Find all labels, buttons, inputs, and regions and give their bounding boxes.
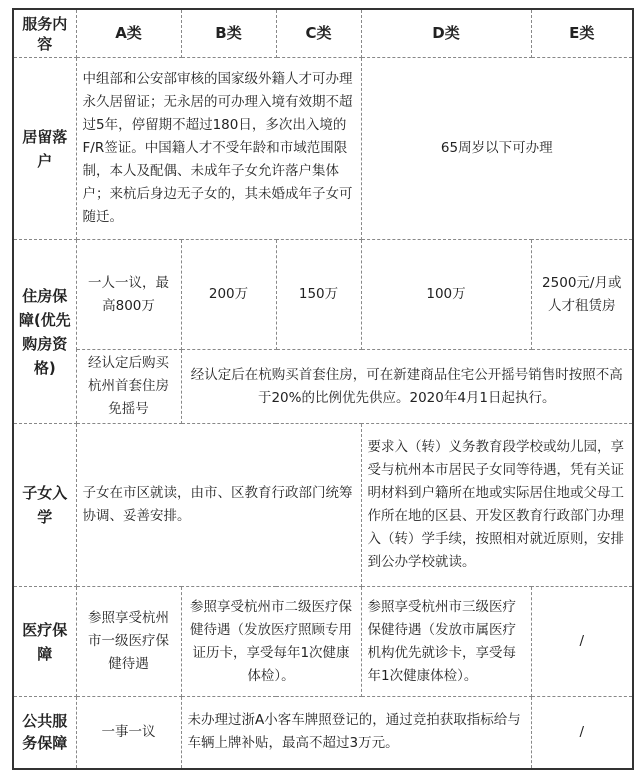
cell-housing-c: 150万 xyxy=(276,240,361,350)
cell-housing-b: 200万 xyxy=(181,240,276,350)
cell-housing-a2: 经认定后购买杭州首套住房免摇号 xyxy=(76,350,181,424)
cell-medical-bc: 参照享受杭州市二级医疗保健待遇（发放医疗照顾专用证历卡，享受每年1次健康体检）。 xyxy=(181,587,361,697)
cell-housing-d: 100万 xyxy=(361,240,531,350)
header-row xyxy=(13,9,633,58)
talent-policy-table xyxy=(12,8,634,770)
cell-housing-bcde2: 经认定后在杭购买首套住房，可在新建商品住宅公开摇号销售时按照不高于20%的比例优先供应。2020年4月1日起执行。 xyxy=(181,350,633,424)
header-d: D类 xyxy=(361,9,531,58)
header-service: 服务内容 xyxy=(13,9,76,58)
row-housing-2 xyxy=(13,350,633,424)
row-residence xyxy=(13,58,633,240)
row-label: 医疗保障 xyxy=(13,587,76,697)
row-public xyxy=(13,697,633,769)
header-a: A类 xyxy=(76,9,181,58)
row-label: 公共服务保障 xyxy=(13,697,76,769)
header-c: C类 xyxy=(276,9,361,58)
cell-medical-e: / xyxy=(531,587,633,697)
row-medical xyxy=(13,587,633,697)
row-education xyxy=(13,424,633,587)
header-b: B类 xyxy=(181,9,276,58)
cell-housing-e: 2500元/月或人才租赁房 xyxy=(531,240,633,350)
cell-education-abc: 子女在市区就读，由市、区教育行政部门统筹协调、妥善安排。 xyxy=(76,424,361,587)
row-housing xyxy=(13,240,633,350)
cell-medical-a: 参照享受杭州市一级医疗保健待遇 xyxy=(76,587,181,697)
cell-education-de: 要求入（转）义务教育段学校或幼儿园，享受与杭州本市居民子女同等待遇，凭有关证明材料到户籍所在地或实际居住地或父母工作所在地的区县、开发区教育行政部门办理入（转）学手续，按照相对就近原则，安排到公办学校就读。 xyxy=(361,424,633,587)
cell-public-e: / xyxy=(531,697,633,769)
cell-housing-a: 一人一议，最高800万 xyxy=(76,240,181,350)
cell-public-bcd: 未办理过浙A小客车牌照登记的，通过竞拍获取指标给与车辆上牌补贴，最高不超过3万元。 xyxy=(181,697,531,769)
row-label: 居留落户 xyxy=(13,58,76,240)
row-label: 子女入学 xyxy=(13,424,76,587)
row-label: 住房保障(优先购房资格) xyxy=(13,240,76,424)
header-e: E类 xyxy=(531,9,633,58)
cell-residence-de: 65周岁以下可办理 xyxy=(361,58,633,240)
cell-public-a: 一事一议 xyxy=(76,697,181,769)
cell-medical-d: 参照享受杭州市三级医疗保健待遇（发放市属医疗机构优先就诊卡，享受每年1次健康体检）。 xyxy=(361,587,531,697)
cell-residence-abc: 中组部和公安部审核的国家级外籍人才可办理永久居留证；无永居的可办理入境有效期不超过5年，停留期不超过180日，多次出入境的F/R签证。中国籍人才不受年龄和市域范围限制，本人及配偶、未成年子女允许落户集体户；来杭后身边无子女的，其未婚成年子女可随迁。 xyxy=(76,58,361,240)
